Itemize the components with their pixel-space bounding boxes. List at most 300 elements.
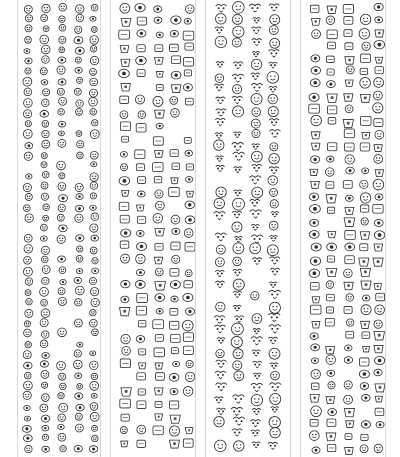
food-sticker xyxy=(374,369,382,376)
kaomoji-sticker xyxy=(216,109,227,116)
food-sticker xyxy=(361,281,371,289)
food-sticker xyxy=(374,40,385,48)
face-sticker xyxy=(74,319,82,327)
kaomoji-sticker xyxy=(216,360,227,367)
object-sticker xyxy=(135,4,145,12)
food-sticker xyxy=(344,357,352,364)
object-sticker xyxy=(171,242,180,250)
object-sticker xyxy=(120,122,130,131)
food-sticker xyxy=(345,57,354,65)
face-sticker xyxy=(90,130,99,139)
face-sticker xyxy=(58,183,66,191)
face-sticker xyxy=(76,100,83,107)
kaomoji-sticker xyxy=(233,279,244,290)
kaomoji-sticker xyxy=(233,26,244,37)
kaomoji-sticker xyxy=(216,13,227,24)
kaomoji-sticker xyxy=(270,428,280,438)
food-sticker xyxy=(309,230,319,238)
object-sticker xyxy=(153,96,163,106)
food-sticker xyxy=(327,81,336,88)
kaomoji-sticker xyxy=(233,132,241,138)
sticker-strip-faces xyxy=(17,0,101,457)
face-sticker xyxy=(89,446,97,453)
object-sticker xyxy=(171,109,180,118)
face-sticker xyxy=(75,214,83,222)
food-sticker xyxy=(359,370,369,378)
kaomoji-sticker xyxy=(271,371,280,380)
strip1-doodles xyxy=(111,0,195,457)
object-sticker xyxy=(186,164,193,170)
object-sticker xyxy=(169,401,178,409)
object-sticker xyxy=(121,280,130,287)
face-sticker xyxy=(23,77,32,86)
kaomoji-sticker xyxy=(233,269,242,275)
food-sticker xyxy=(327,207,334,213)
face-sticker xyxy=(25,143,33,149)
object-sticker xyxy=(184,137,191,143)
food-sticker xyxy=(326,355,336,365)
face-sticker xyxy=(40,404,48,412)
food-sticker xyxy=(374,284,381,290)
kaomoji-sticker xyxy=(250,210,262,218)
kaomoji-sticker xyxy=(271,407,279,413)
face-sticker xyxy=(90,109,97,116)
food-sticker xyxy=(327,256,334,262)
food-sticker xyxy=(312,297,320,303)
object-sticker xyxy=(139,349,146,355)
kaomoji-sticker xyxy=(232,14,242,24)
object-sticker xyxy=(136,254,145,263)
food-sticker xyxy=(360,205,368,212)
kaomoji-sticker xyxy=(269,86,277,92)
food-sticker xyxy=(343,5,353,14)
object-sticker xyxy=(137,30,146,37)
kaomoji-sticker xyxy=(269,62,277,68)
kaomoji-sticker xyxy=(251,430,260,436)
object-sticker xyxy=(137,216,145,223)
kaomoji-sticker xyxy=(252,51,260,56)
kaomoji-sticker xyxy=(215,325,226,333)
food-sticker xyxy=(310,305,321,314)
face-sticker xyxy=(24,234,32,242)
food-sticker xyxy=(374,78,384,88)
kaomoji-sticker xyxy=(252,108,261,117)
food-sticker xyxy=(327,106,336,114)
kaomoji-sticker xyxy=(252,350,261,356)
object-sticker xyxy=(172,255,180,263)
kaomoji-sticker xyxy=(233,349,243,359)
face-sticker xyxy=(24,381,33,390)
food-sticker xyxy=(344,381,352,389)
kaomoji-sticker xyxy=(215,133,223,139)
food-sticker xyxy=(374,219,383,226)
face-sticker xyxy=(90,173,98,181)
face-sticker xyxy=(24,321,30,327)
face-sticker xyxy=(75,299,82,306)
object-sticker xyxy=(121,441,128,447)
kaomoji-sticker xyxy=(267,72,279,84)
face-sticker xyxy=(25,37,32,44)
kaomoji-sticker xyxy=(216,4,227,12)
face-sticker xyxy=(77,246,83,252)
food-sticker xyxy=(375,57,382,63)
kaomoji-sticker xyxy=(269,302,280,313)
kaomoji-sticker xyxy=(251,383,263,391)
food-sticker xyxy=(326,433,336,441)
face-sticker xyxy=(59,121,66,127)
kaomoji-sticker xyxy=(270,189,278,197)
face-sticker xyxy=(24,99,33,108)
face-sticker xyxy=(59,403,68,412)
face-sticker xyxy=(58,256,66,262)
face-sticker xyxy=(91,213,99,221)
food-sticker xyxy=(311,67,321,75)
object-sticker xyxy=(121,388,131,396)
face-sticker xyxy=(76,14,83,21)
food-sticker xyxy=(310,79,320,87)
object-sticker xyxy=(153,426,163,435)
object-sticker xyxy=(136,56,147,64)
food-sticker xyxy=(327,30,337,39)
food-sticker xyxy=(374,444,382,452)
food-sticker xyxy=(360,193,370,203)
object-sticker xyxy=(137,425,146,434)
object-sticker xyxy=(170,150,178,157)
object-sticker xyxy=(156,373,165,380)
kaomoji-sticker xyxy=(234,167,242,173)
kaomoji-sticker xyxy=(269,417,280,428)
face-sticker xyxy=(58,79,66,85)
face-sticker xyxy=(90,205,97,210)
face-sticker xyxy=(57,214,64,221)
face-sticker xyxy=(92,120,98,126)
object-sticker xyxy=(136,164,144,171)
food-sticker xyxy=(345,230,356,239)
object-sticker xyxy=(184,229,193,238)
face-sticker xyxy=(58,297,66,305)
kaomoji-sticker xyxy=(269,348,280,359)
object-sticker xyxy=(155,190,163,198)
object-sticker xyxy=(138,321,146,327)
food-sticker xyxy=(374,119,383,127)
face-sticker xyxy=(89,97,98,106)
face-sticker xyxy=(40,319,48,327)
food-sticker xyxy=(374,3,383,10)
face-sticker xyxy=(23,391,31,399)
face-sticker xyxy=(91,298,99,306)
object-sticker xyxy=(136,306,146,315)
kaomoji-sticker xyxy=(216,187,226,197)
face-sticker xyxy=(92,329,99,336)
face-sticker xyxy=(59,47,65,53)
food-sticker xyxy=(373,258,383,266)
face-sticker xyxy=(25,278,32,285)
food-sticker xyxy=(310,431,320,441)
face-sticker xyxy=(91,162,97,167)
face-sticker xyxy=(40,340,48,348)
face-sticker xyxy=(42,277,49,284)
kaomoji-sticker xyxy=(232,142,244,150)
food-sticker xyxy=(362,394,371,401)
object-sticker xyxy=(155,282,166,290)
face-sticker xyxy=(40,361,48,368)
face-sticker xyxy=(89,277,96,284)
food-sticker xyxy=(373,91,382,100)
face-sticker xyxy=(42,171,49,178)
object-sticker xyxy=(119,177,130,186)
face-sticker xyxy=(59,3,67,11)
kaomoji-sticker xyxy=(216,302,225,311)
face-sticker xyxy=(41,45,50,54)
food-sticker xyxy=(327,243,337,251)
food-sticker xyxy=(373,179,384,190)
object-sticker xyxy=(185,372,194,381)
kaomoji-sticker xyxy=(269,235,277,241)
kaomoji-sticker xyxy=(269,119,279,126)
face-sticker xyxy=(26,174,32,179)
kaomoji-sticker xyxy=(214,198,225,209)
kaomoji-sticker xyxy=(250,420,260,427)
kaomoji-sticker xyxy=(215,118,225,125)
face-sticker xyxy=(42,434,48,440)
object-sticker xyxy=(120,111,128,119)
face-sticker xyxy=(74,37,83,44)
face-sticker xyxy=(76,268,82,273)
face-sticker xyxy=(77,77,83,83)
food-sticker xyxy=(375,130,384,139)
food-sticker xyxy=(362,332,370,339)
face-sticker xyxy=(42,120,49,127)
face-sticker xyxy=(90,16,96,21)
object-sticker xyxy=(120,3,130,13)
face-sticker xyxy=(92,268,99,274)
face-sticker xyxy=(74,350,81,357)
food-sticker xyxy=(360,116,371,125)
object-sticker xyxy=(185,308,194,315)
face-sticker xyxy=(58,414,66,422)
face-sticker xyxy=(91,27,97,33)
food-sticker xyxy=(375,170,383,177)
object-sticker xyxy=(138,177,146,184)
face-sticker xyxy=(76,194,83,200)
face-sticker xyxy=(41,415,50,422)
food-sticker xyxy=(311,406,322,417)
object-sticker xyxy=(120,427,127,434)
face-sticker xyxy=(42,352,49,358)
kaomoji-sticker xyxy=(216,349,224,357)
food-sticker xyxy=(328,382,335,389)
kaomoji-sticker xyxy=(233,198,245,210)
face-sticker xyxy=(59,97,67,105)
kaomoji-sticker xyxy=(268,313,280,321)
kaomoji-sticker xyxy=(232,85,241,94)
object-sticker xyxy=(121,334,130,343)
object-sticker xyxy=(153,213,163,223)
object-sticker xyxy=(156,123,163,129)
object-sticker xyxy=(136,124,146,132)
food-sticker xyxy=(343,120,353,128)
face-sticker xyxy=(57,88,64,95)
kaomoji-sticker xyxy=(232,2,244,14)
kaomoji-sticker xyxy=(234,441,244,451)
face-sticker xyxy=(91,373,97,379)
object-sticker xyxy=(135,95,144,104)
food-sticker xyxy=(344,30,352,37)
object-sticker xyxy=(184,70,191,76)
object-sticker xyxy=(120,96,129,103)
food-sticker xyxy=(360,358,369,366)
face-sticker xyxy=(25,68,31,74)
kaomoji-sticker xyxy=(268,176,277,185)
object-sticker xyxy=(138,363,145,369)
face-sticker xyxy=(90,403,98,411)
kaomoji-sticker xyxy=(269,221,278,230)
face-sticker xyxy=(90,351,96,356)
food-sticker xyxy=(375,67,383,74)
face-sticker xyxy=(40,110,48,117)
face-sticker xyxy=(24,256,32,264)
kaomoji-sticker xyxy=(215,233,226,241)
food-sticker xyxy=(346,167,355,174)
object-sticker xyxy=(170,30,178,37)
object-sticker xyxy=(169,188,180,197)
face-sticker xyxy=(58,204,65,211)
kaomoji-sticker xyxy=(251,394,262,405)
kaomoji-sticker xyxy=(233,305,241,311)
face-sticker xyxy=(40,68,47,75)
food-sticker xyxy=(345,143,355,151)
food-sticker xyxy=(327,370,335,376)
object-sticker xyxy=(155,57,164,64)
food-sticker xyxy=(345,195,353,201)
face-sticker xyxy=(24,267,33,276)
food-sticker xyxy=(363,346,370,352)
kaomoji-sticker xyxy=(214,316,225,323)
face-sticker xyxy=(75,286,84,295)
face-sticker xyxy=(25,214,33,222)
food-sticker xyxy=(309,104,320,113)
kaomoji-sticker xyxy=(253,373,261,379)
face-sticker xyxy=(58,393,64,399)
food-sticker xyxy=(375,305,385,315)
face-sticker xyxy=(23,110,31,118)
kaomoji-sticker xyxy=(233,106,244,117)
face-sticker xyxy=(77,141,84,148)
face-sticker xyxy=(23,129,32,138)
kaomoji-sticker xyxy=(217,338,225,344)
kaomoji-sticker xyxy=(271,212,279,217)
face-sticker xyxy=(90,69,97,76)
kaomoji-sticker xyxy=(269,167,279,174)
object-sticker xyxy=(185,216,195,224)
kaomoji-sticker xyxy=(215,440,227,452)
object-sticker xyxy=(121,164,128,171)
object-sticker xyxy=(185,43,193,50)
kaomoji-sticker xyxy=(252,39,262,46)
food-sticker xyxy=(326,281,334,289)
object-sticker xyxy=(136,269,144,276)
sticker-strip-food xyxy=(300,0,386,457)
object-sticker xyxy=(155,334,163,341)
face-sticker xyxy=(60,445,66,451)
kaomoji-sticker xyxy=(269,325,281,333)
face-sticker xyxy=(41,15,48,22)
food-sticker xyxy=(361,434,368,440)
kaomoji-sticker xyxy=(250,243,261,254)
face-sticker xyxy=(74,445,82,452)
food-sticker xyxy=(326,307,333,313)
object-sticker xyxy=(171,296,178,302)
food-sticker xyxy=(374,345,383,352)
kaomoji-sticker xyxy=(232,395,244,403)
object-sticker xyxy=(119,202,129,210)
face-sticker xyxy=(41,99,49,107)
face-sticker xyxy=(76,235,84,242)
food-sticker xyxy=(312,322,320,328)
food-sticker xyxy=(361,54,371,62)
food-sticker xyxy=(345,155,354,164)
kaomoji-sticker xyxy=(270,200,278,208)
strip0-doodles xyxy=(18,0,100,457)
kaomoji-sticker xyxy=(268,337,278,344)
kaomoji-sticker xyxy=(269,26,278,35)
object-sticker xyxy=(120,215,129,223)
food-sticker xyxy=(360,180,368,188)
food-sticker xyxy=(327,419,336,427)
face-sticker xyxy=(89,89,97,97)
object-sticker xyxy=(171,334,180,342)
food-sticker xyxy=(309,93,319,101)
face-sticker xyxy=(60,383,67,390)
food-sticker xyxy=(310,156,319,163)
object-sticker xyxy=(119,69,130,77)
object-sticker xyxy=(171,16,181,24)
face-sticker xyxy=(43,215,49,221)
food-sticker xyxy=(327,294,335,301)
kaomoji-sticker xyxy=(270,38,280,48)
face-sticker xyxy=(73,360,82,369)
object-sticker xyxy=(170,308,178,315)
face-sticker xyxy=(58,328,67,337)
food-sticker xyxy=(359,28,370,39)
food-sticker xyxy=(327,56,335,63)
face-sticker xyxy=(90,193,96,199)
kaomoji-sticker xyxy=(233,257,242,266)
object-sticker xyxy=(185,243,195,252)
kaomoji-sticker xyxy=(233,243,244,254)
face-sticker xyxy=(26,298,33,305)
face-sticker xyxy=(59,225,68,232)
food-sticker xyxy=(345,345,352,351)
kaomoji-sticker xyxy=(231,336,242,347)
face-sticker xyxy=(90,309,97,316)
kaomoji-sticker xyxy=(269,154,279,164)
kaomoji-sticker xyxy=(252,314,262,324)
object-sticker xyxy=(185,201,195,209)
face-sticker xyxy=(41,162,47,168)
face-sticker xyxy=(59,16,65,22)
object-sticker xyxy=(170,280,180,288)
kaomoji-sticker xyxy=(216,62,224,68)
kaomoji-sticker xyxy=(250,199,260,206)
kaomoji-sticker xyxy=(251,151,262,162)
kaomoji-sticker xyxy=(270,268,280,275)
food-sticker xyxy=(360,383,369,390)
object-sticker xyxy=(184,281,192,288)
face-sticker xyxy=(25,25,32,32)
food-sticker xyxy=(360,244,368,251)
kaomoji-sticker xyxy=(215,371,226,379)
